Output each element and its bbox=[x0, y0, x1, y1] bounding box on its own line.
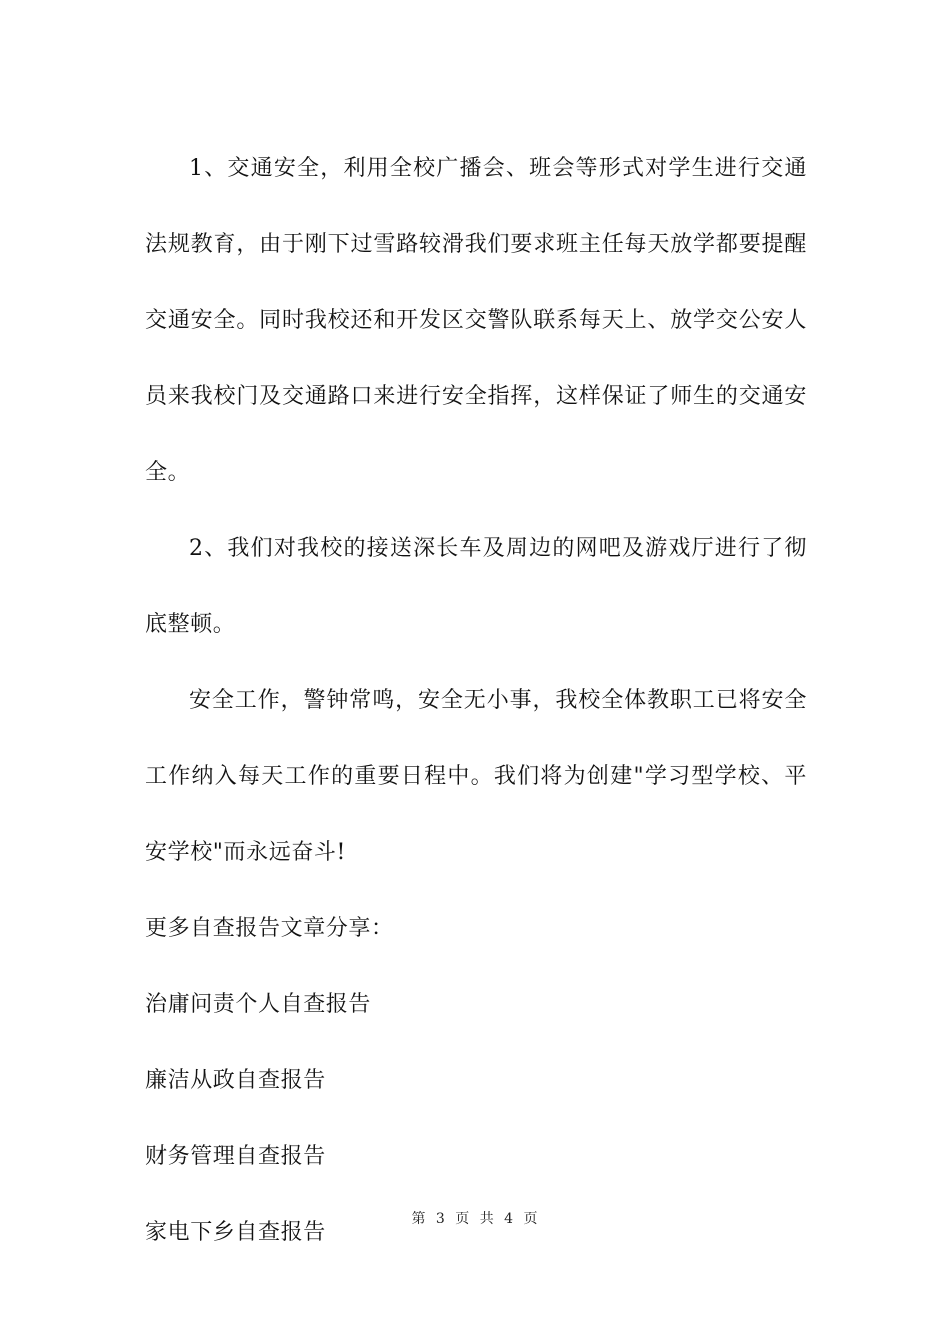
related-article-item bbox=[145, 967, 807, 1043]
related-article-link[interactable]: 治庸问责个人自查报告 bbox=[145, 992, 372, 1017]
footer-page-unit: 页 bbox=[455, 1211, 471, 1227]
document-body bbox=[145, 131, 807, 1271]
page-footer bbox=[0, 1208, 950, 1228]
footer-prefix: 第 bbox=[411, 1211, 427, 1227]
related-article-item bbox=[145, 1119, 807, 1195]
more-articles-heading: 更多自查报告文章分享： bbox=[145, 916, 394, 941]
total-pages-number: 4 bbox=[504, 1211, 515, 1227]
footer-total-unit: 页 bbox=[523, 1211, 539, 1227]
related-article-link[interactable]: 财务管理自查报告 bbox=[145, 1144, 326, 1169]
related-article-item bbox=[145, 1195, 807, 1271]
paragraph-safety-conclusion: 安全工作，警钟常鸣，安全无小事，我校全体教职工已将安全工作纳入每天工作的重要日程中。我们将为创建"学习型学校、平安学校"而永远奋斗! bbox=[145, 688, 807, 865]
related-article-link[interactable]: 廉洁从政自查报告 bbox=[145, 1068, 326, 1093]
paragraph-traffic-safety: 1、交通安全，利用全校广播会、班会等形式对学生进行交通法规教育，由于刚下过雪路较滑我们要求班主任每天放学都要提醒交通安全。同时我校还和开发区交警队联系每天上、放学交公安人员来我校门及交通路口来进行安全指挥，这样保证了师生的交通安全。 bbox=[145, 156, 807, 485]
related-article-link[interactable]: 家电下乡自查报告 bbox=[145, 1220, 326, 1245]
paragraph-shuttle-and-internet-cafes: 2、我们对我校的接送深长车及周边的网吧及游戏厅进行了彻底整顿。 bbox=[145, 536, 807, 637]
related-article-item bbox=[145, 1043, 807, 1119]
footer-total-prefix: 共 bbox=[479, 1211, 495, 1227]
current-page-number: 3 bbox=[435, 1211, 446, 1227]
